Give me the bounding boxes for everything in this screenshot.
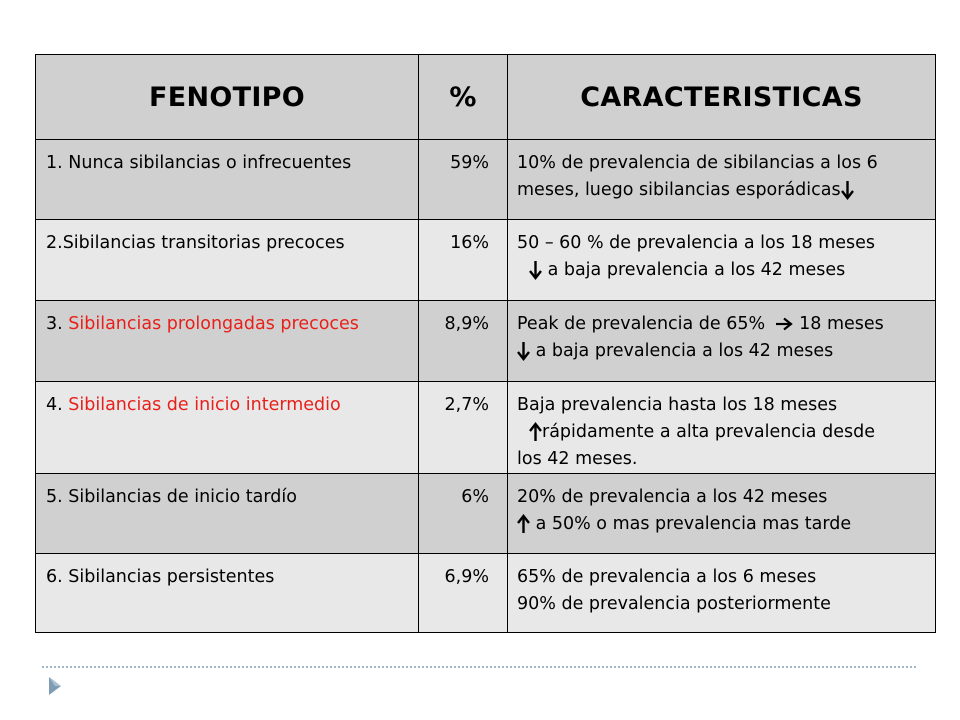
percent-cell: 16%: [419, 220, 508, 301]
characteristics-line: [517, 511, 931, 538]
phenotype-text: 2.Sibilancias transitorias precoces: [46, 233, 345, 253]
phenotype-cell: [36, 382, 419, 474]
table-row: [36, 140, 936, 220]
percent-cell: 6,9%: [419, 554, 508, 633]
phenotype-cell: [36, 474, 419, 554]
arrow-up-icon: [529, 422, 542, 442]
characteristics-line: [517, 177, 931, 204]
characteristics-text: a baja prevalencia a los 42 meses: [530, 341, 834, 361]
triangle-bullet-icon: [48, 676, 62, 700]
arrow-down-icon: [517, 341, 530, 361]
footer-divider: [42, 666, 916, 668]
arrow-right-icon: [775, 317, 793, 331]
characteristics-line: 65% de prevalencia a los 6 meses: [517, 567, 817, 587]
percent-cell: 59%: [419, 140, 508, 220]
characteristics-line: [517, 311, 931, 338]
characteristics-cell: [508, 301, 936, 382]
characteristics-line: [517, 419, 931, 446]
characteristics-line: 90% de prevalencia posteriormente: [517, 594, 831, 614]
characteristics-line: [517, 257, 931, 284]
percent-cell: 8,9%: [419, 301, 508, 382]
phenotype-cell: [36, 140, 419, 220]
characteristics-cell: [508, 474, 936, 554]
arrow-down-icon: [529, 260, 542, 280]
characteristics-text: a 50% o mas prevalencia mas tarde: [530, 514, 852, 534]
characteristics-text: 18 meses: [799, 314, 884, 334]
characteristics-cell: [508, 140, 936, 220]
phenotype-text: 6. Sibilancias persistentes: [46, 567, 275, 587]
header-caracteristicas: CARACTERISTICAS: [508, 55, 936, 140]
table-row: [36, 474, 936, 554]
characteristics-cell: [508, 382, 936, 474]
phenotype-highlight: Sibilancias de inicio intermedio: [68, 395, 341, 415]
characteristics-cell: [508, 220, 936, 301]
percent-cell: 6%: [419, 474, 508, 554]
table-header-row: [36, 55, 936, 140]
characteristics-line: Baja prevalencia hasta los 18 meses: [517, 395, 838, 415]
percent-cell: 2,7%: [419, 382, 508, 474]
characteristics-text: Peak de prevalencia de 65%: [517, 314, 766, 334]
phenotype-text: 1. Nunca sibilancias o infrecuentes: [46, 153, 352, 173]
phenotype-number: 3.: [46, 314, 69, 334]
header-percent: %: [419, 55, 508, 140]
table-row: [36, 554, 936, 633]
characteristics-text: meses, luego sibilancias esporádicas: [517, 180, 841, 200]
characteristics-line: 50 – 60 % de prevalencia a los 18 meses: [517, 233, 876, 253]
table-row: [36, 220, 936, 301]
phenotype-cell: [36, 301, 419, 382]
phenotype-text: 5. Sibilancias de inicio tardío: [46, 487, 297, 507]
characteristics-line: [517, 338, 931, 365]
characteristics-text: a baja prevalencia a los 42 meses: [542, 260, 846, 280]
characteristics-line: 10% de prevalencia de sibilancias a los 6: [517, 153, 878, 173]
arrow-down-icon: [841, 180, 854, 200]
characteristics-text: rápidamente a alta prevalencia desde: [542, 422, 875, 442]
table-row: [36, 301, 936, 382]
phenotype-cell: [36, 554, 419, 633]
phenotype-highlight: Sibilancias prolongadas precoces: [68, 314, 359, 334]
phenotype-table: [35, 54, 936, 633]
table-row: [36, 382, 936, 474]
phenotype-number: 4.: [46, 395, 69, 415]
header-fenotipo: FENOTIPO: [36, 55, 419, 140]
characteristics-line: 20% de prevalencia a los 42 meses: [517, 487, 828, 507]
phenotype-cell: [36, 220, 419, 301]
characteristics-line: los 42 meses.: [517, 449, 638, 469]
arrow-up-icon: [517, 514, 530, 534]
characteristics-cell: [508, 554, 936, 633]
